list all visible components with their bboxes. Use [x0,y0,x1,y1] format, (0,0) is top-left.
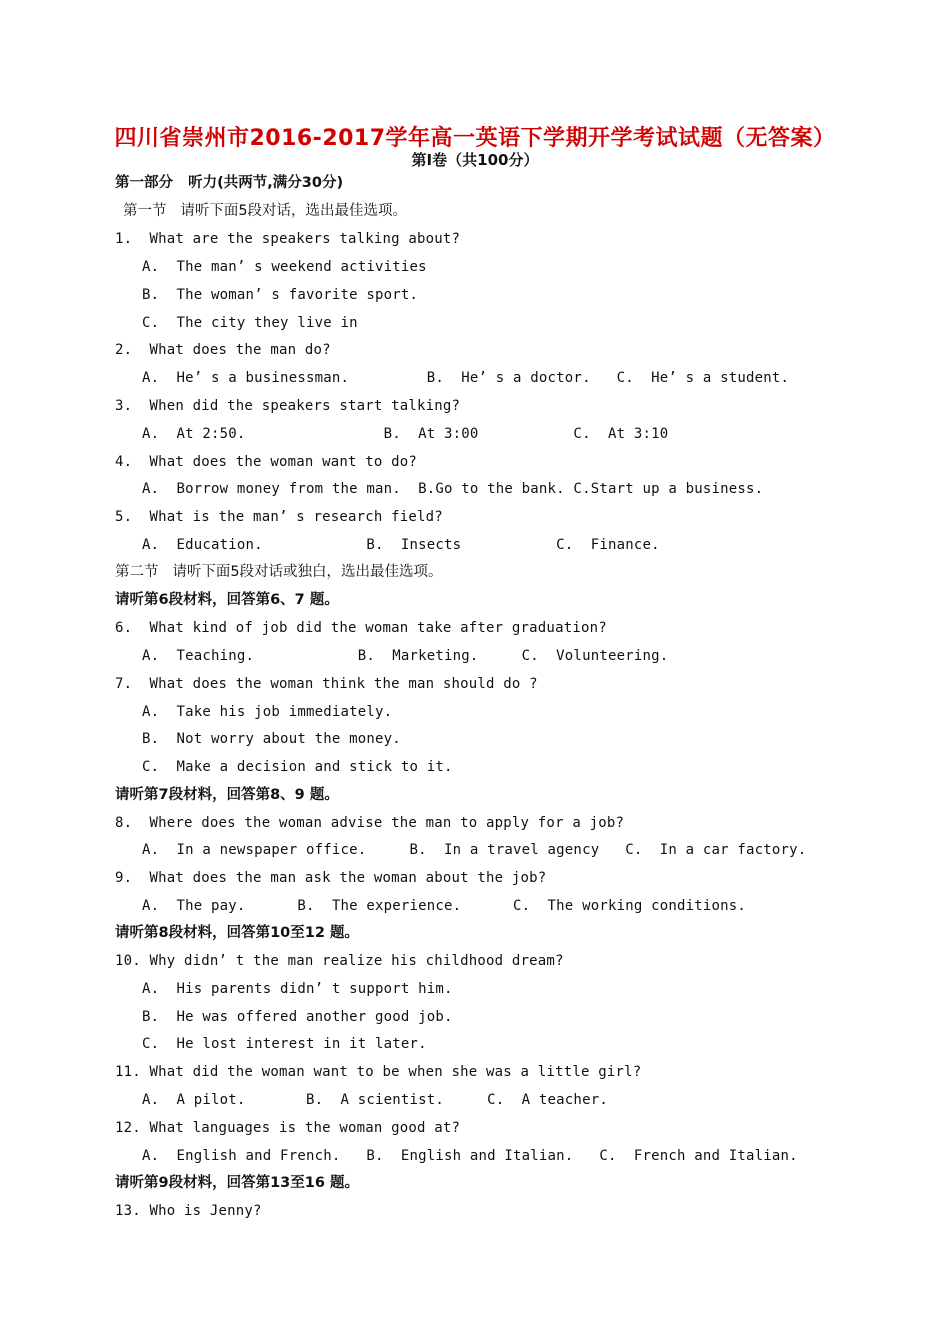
question-7: 7. What does the woman think the man should do ? [115,676,538,692]
question-10-option-c: C. He lost interest in it later. [142,1036,427,1052]
document-title: 四川省崇州市2016-2017学年高一英语下学期开学考试试题（无答案） [114,126,836,151]
question-11: 11. What did the woman want to be when she was a little girl? [115,1064,642,1080]
question-9-options: A. The pay. B. The experience. C. The working conditions. [142,898,747,914]
question-1: 1. What are the speakers talking about? [115,231,461,247]
question-2-options: A. He’ s a businessman. B. He’ s a doctor. C. He’ s a student. [142,370,790,386]
question-11-options: A. A pilot. B. A scientist. C. A teacher. [142,1092,608,1108]
question-8-options: A. In a newspaper office. B. In a travel agency C. In a car factory. [142,842,807,858]
question-5-options: A. Education. B. Insects C. Finance. [142,537,660,553]
question-7-option-c: C. Make a decision and stick to it. [142,759,453,775]
material-6-heading: 请听第6段材料，回答第6、7 题。 [115,592,339,608]
question-4-options: A. Borrow money from the man. B.Go to the bank. C.Start up a business. [142,481,764,497]
question-8: 8. Where does the woman advise the man to apply for a job? [115,815,625,831]
question-13: 13. Who is Jenny? [115,1203,262,1219]
question-1-option-a: A. The man’ s weekend activities [142,259,427,275]
question-5: 5. What is the man’ s research field? [115,509,443,525]
question-10-option-a: A. His parents didn’ t support him. [142,981,453,997]
question-10: 10. Why didn’ t the man realize his childhood dream? [115,953,564,969]
question-7-option-b: B. Not worry about the money. [142,731,401,747]
section2-heading: 第二节 请听下面5段对话或独白，选出最佳选项。 [115,564,443,580]
question-3: 3. When did the speakers start talking? [115,398,461,414]
document-subtitle: 第Ⅰ卷（共100分） [411,151,539,169]
question-9: 9. What does the man ask the woman about the job? [115,870,547,886]
question-12-options: A. English and French. B. English and Italian. C. French and Italian. [142,1148,798,1164]
part1-heading: 第一部分 听力(共两节,满分30分) [115,175,344,191]
material-7-heading: 请听第7段材料，回答第8、9 题。 [115,787,339,803]
question-1-option-b: B. The woman’ s favorite sport. [142,287,419,303]
question-10-option-b: B. He was offered another good job. [142,1009,453,1025]
question-3-options: A. At 2:50. B. At 3:00 C. At 3:10 [142,426,669,442]
question-1-option-c: C. The city they live in [142,315,358,331]
material-8-heading: 请听第8段材料，回答第10至12 题。 [115,925,359,941]
material-9-heading: 请听第9段材料，回答第13至16 题。 [115,1175,359,1191]
question-4: 4. What does the woman want to do? [115,454,418,470]
section1-heading: 第一节 请听下面5段对话，选出最佳选项。 [123,203,408,219]
question-7-option-a: A. Take his job immediately. [142,704,393,720]
question-6: 6. What kind of job did the woman take after graduation? [115,620,607,636]
question-6-options: A. Teaching. B. Marketing. C. Volunteering. [142,648,669,664]
question-2: 2. What does the man do? [115,342,331,358]
question-12: 12. What languages is the woman good at? [115,1120,461,1136]
